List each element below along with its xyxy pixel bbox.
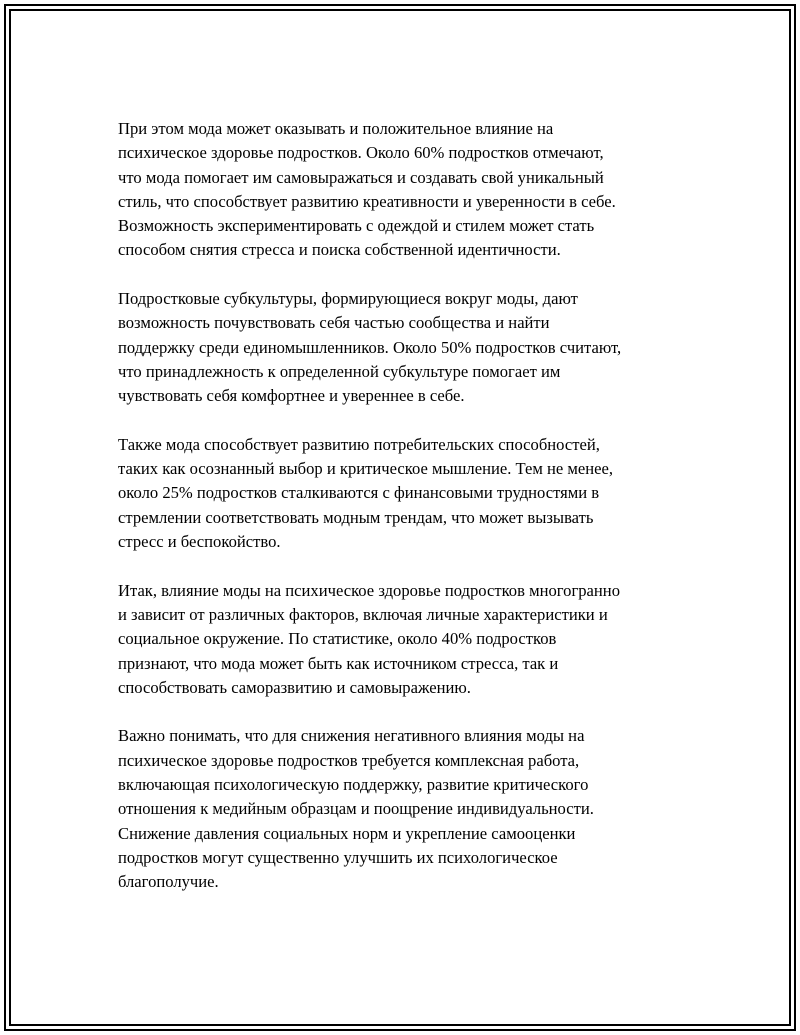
text-line: включающая психологическую поддержку, развитие критического [118, 775, 589, 795]
text-line: благополучие. [118, 872, 219, 892]
paragraph-recommendations [118, 724, 698, 894]
text-line: чувствовать себя комфортнее и увереннее в себе. [118, 386, 465, 406]
text-line: поддержку среди единомышленников. Около 50% подростков считают, [118, 337, 622, 357]
text-line: Также мода способствует развитию потребительских способностей, [118, 434, 600, 454]
text-line: способом снятия стресса и поиска собственной идентичности. [118, 240, 561, 260]
paragraph-positive-influence [118, 117, 698, 263]
text-line: Подростковые субкультуры, формирующиеся вокруг моды, дают [118, 289, 578, 309]
text-line: социальное окружение. По статистике, около 40% подростков [118, 629, 557, 649]
text-line: таких как осознанный выбор и критическое мышление. Тем не менее, [118, 459, 614, 479]
document-body [118, 117, 698, 919]
text-line: что мода помогает им самовыражаться и создавать свой уникальный [118, 167, 604, 187]
text-line: психическое здоровье подростков. Около 60% подростков отмечают, [118, 143, 604, 163]
text-line: Важно понимать, что для снижения негативного влияния моды на [118, 726, 585, 746]
text-line: стресс и беспокойство. [118, 532, 281, 552]
text-line: психическое здоровье подростков требуется комплексная работа, [118, 750, 580, 770]
text-line: признают, что мода может быть как источником стресса, так и [118, 653, 559, 673]
text-line: около 25% подростков сталкиваются с финансовыми трудностями в [118, 483, 600, 503]
paragraph-consumer-skills [118, 433, 698, 554]
paragraph-subcultures [118, 287, 698, 408]
text-line: подростков могут существенно улучшить их психологическое [118, 847, 558, 867]
text-line: отношения к медийным образцам и поощрение индивидуальности. [118, 799, 594, 819]
text-line: и зависит от различных факторов, включая личные характеристики и [118, 604, 608, 624]
paragraph-summary [118, 579, 698, 700]
text-line: Итак, влияние моды на психическое здоровье подростков многогранно [118, 580, 620, 600]
text-line: Возможность экспериментировать с одеждой и стилем может стать [118, 216, 595, 236]
text-line: стиль, что способствует развитию креативности и уверенности в себе. [118, 191, 616, 211]
text-line: стремлении соответствовать модным трендам, что может вызывать [118, 507, 594, 527]
text-line: При этом мода может оказывать и положительное влияние на [118, 119, 554, 138]
text-line: Снижение давления социальных норм и укрепление самооценки [118, 823, 576, 843]
text-line: способствовать саморазвитию и самовыражению. [118, 677, 471, 697]
text-line: что принадлежность к определенной субкультуре помогает им [118, 361, 561, 381]
text-line: возможность почувствовать себя частью сообщества и найти [118, 313, 550, 333]
